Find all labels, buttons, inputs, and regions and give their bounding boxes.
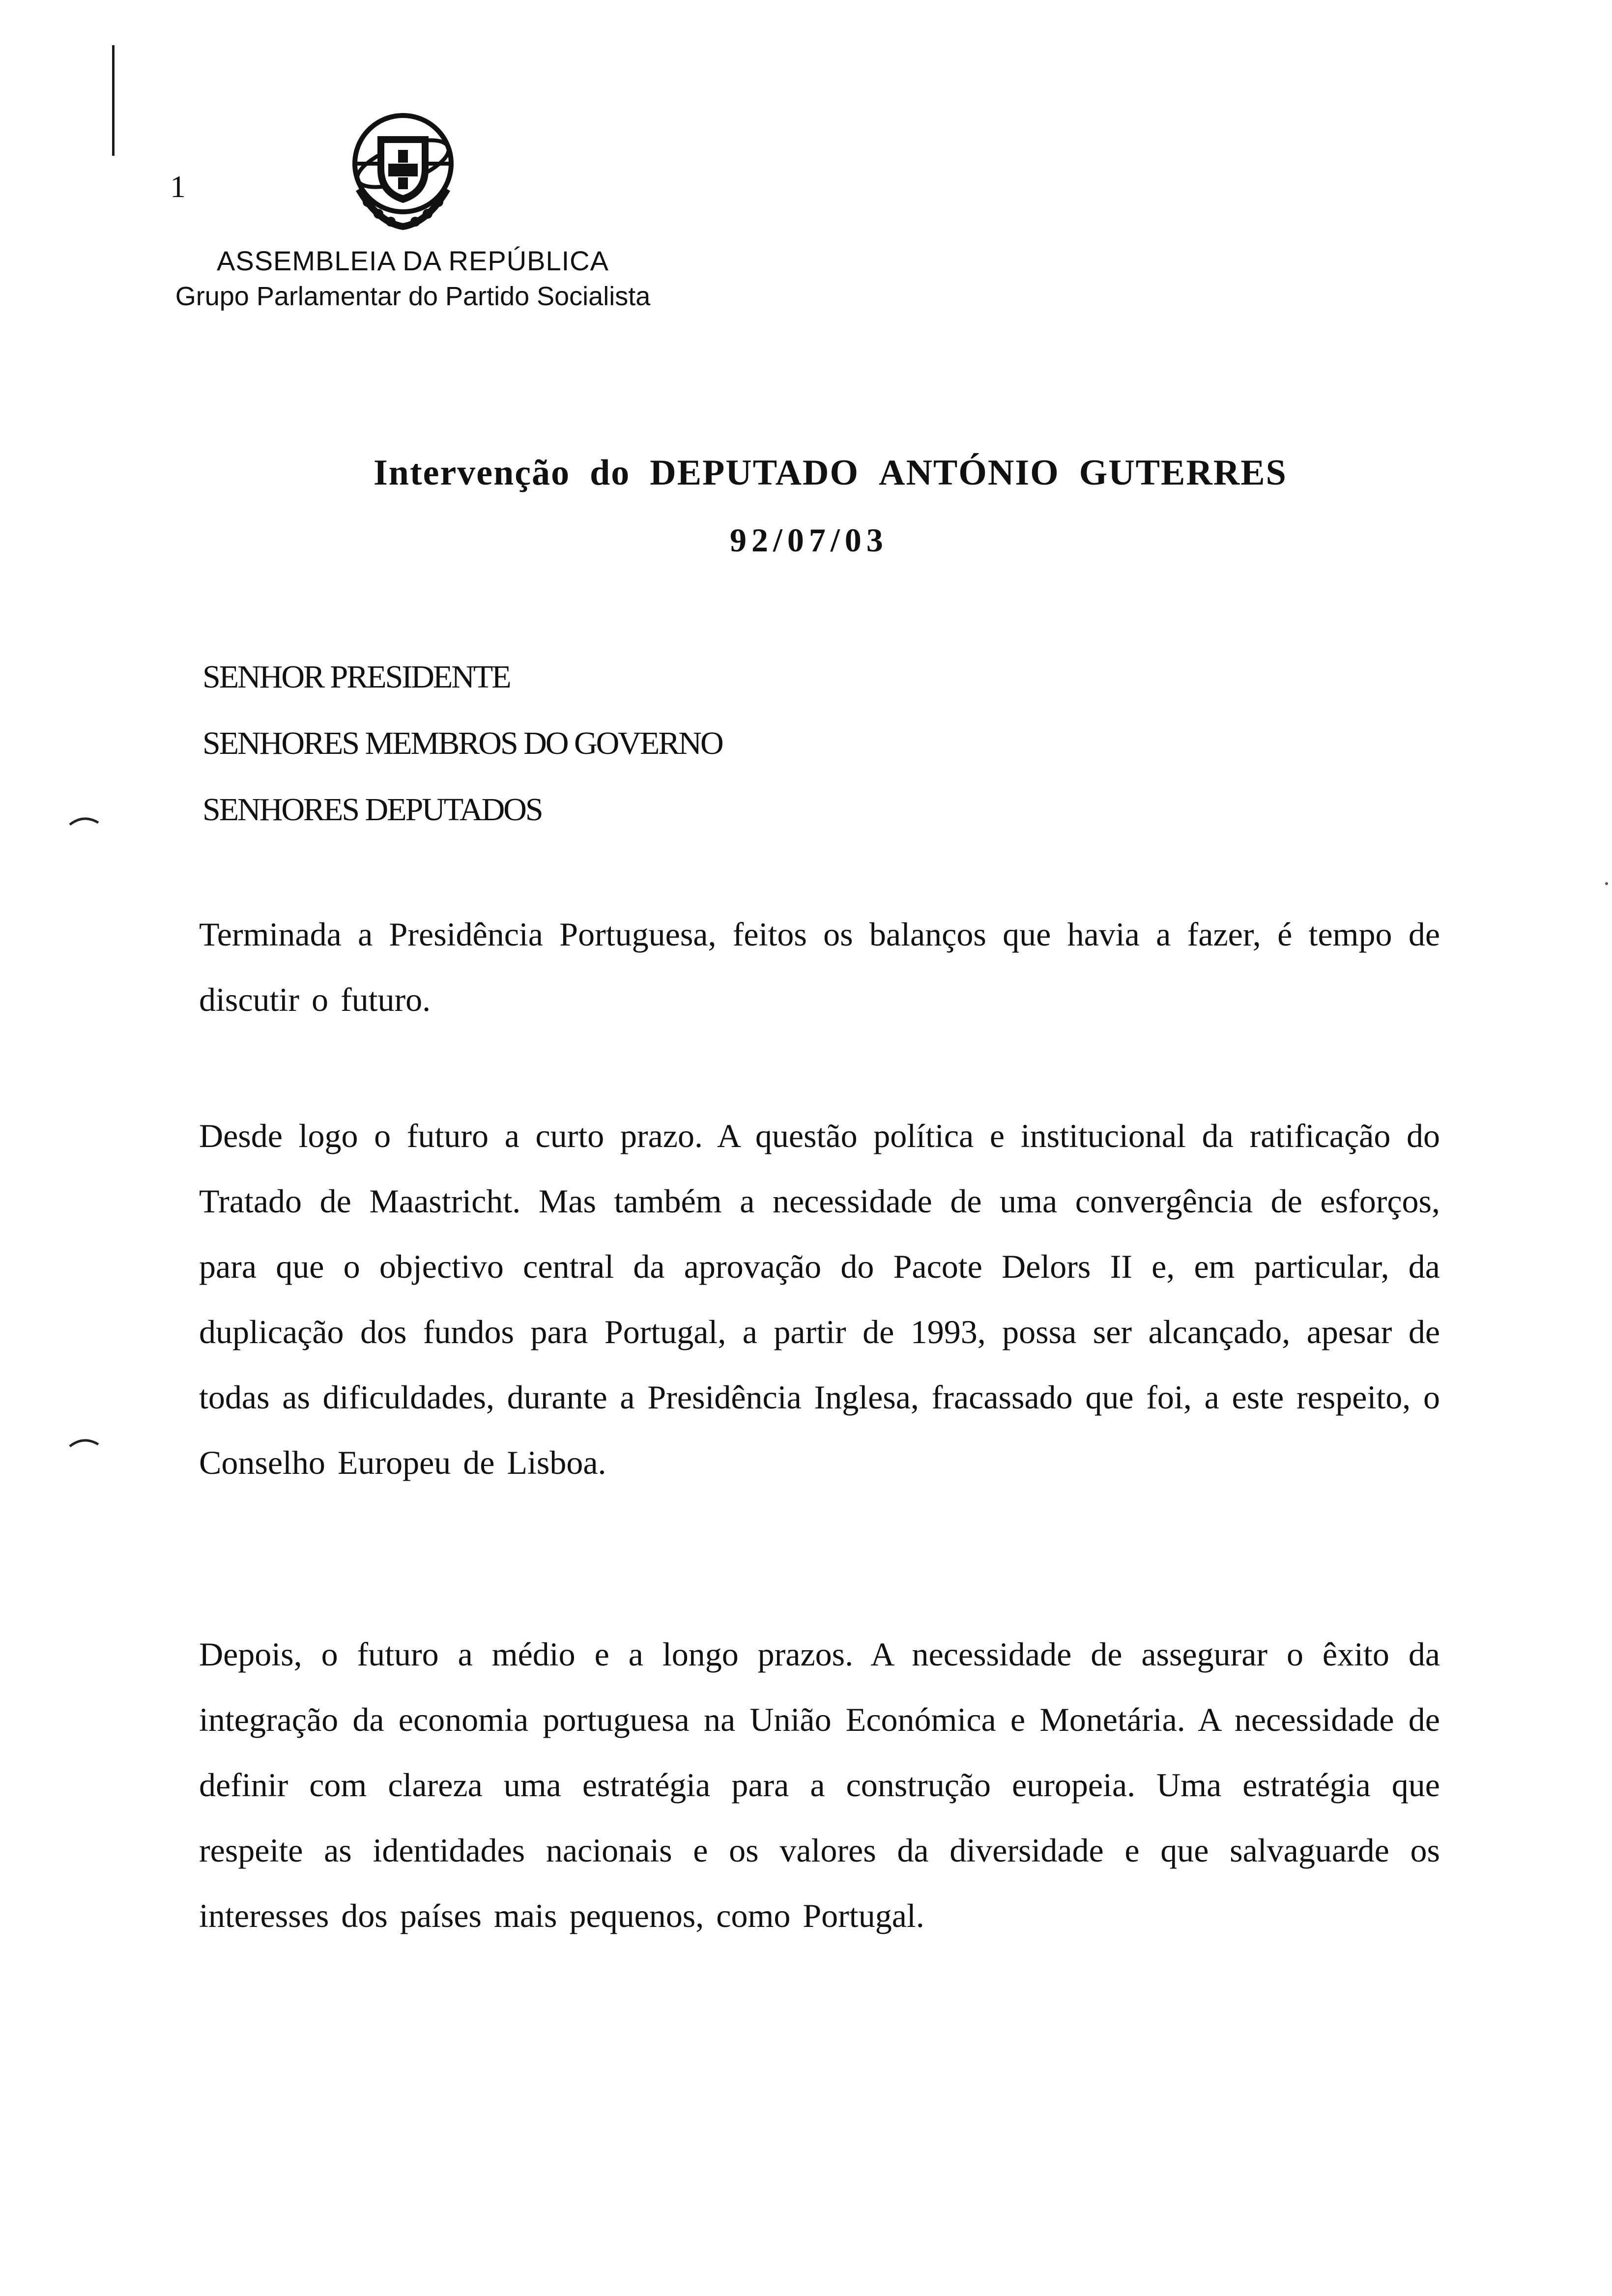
salutation-line: SENHORES DEPUTADOS bbox=[202, 792, 542, 828]
salutation-line: SENHOR PRESIDENTE bbox=[202, 659, 510, 695]
margin-scan-mark bbox=[69, 816, 99, 826]
title-word: GUTERRES bbox=[1079, 453, 1287, 493]
page-number: 1 bbox=[170, 169, 186, 204]
document-date: 92/07/03 bbox=[730, 521, 888, 559]
body-paragraph: Depois, o futuro a médio e a longo prazos. A necessidade de assegurar o êxito da integração da economia portuguesa na União Económica e Monetária. A necessidade de definir com clareza uma estratégia para a construção europeia. Uma estratégia que respeite as identidades nacionais e os valores da diversidade e que salvaguarde os interesses dos países mais pequenos, como Portugal. bbox=[199, 1636, 1440, 1934]
organization-name: ASSEMBLEIA DA REPÚBLICA bbox=[217, 245, 609, 276]
margin-scan-mark bbox=[69, 1437, 99, 1447]
body-paragraph: Terminada a Presidência Portuguesa, feitos os balanços que havia a fazer, é tempo de discutir o futuro. bbox=[199, 916, 1440, 1018]
title-word: Intervenção bbox=[374, 453, 571, 493]
title-word: do bbox=[590, 453, 631, 493]
scan-speck bbox=[1605, 882, 1608, 885]
salutations bbox=[202, 644, 722, 843]
margin-scan-mark bbox=[112, 45, 115, 156]
body-paragraph: Desde logo o futuro a curto prazo. A questão política e institucional da ratificação do Tratado de Maastricht. Mas também a necessidade de uma convergência de esforços, para que o objectivo central da aprovação do Pacote Delors II e, em particular, da duplicação dos fundos para Portugal, a partir de 1993, possa ser alcançado, apesar de todas as dificuldades, durante a Presidência Inglesa, fracassado que foi, a este respeito, o Conselho Europeu de Lisboa. bbox=[199, 1117, 1440, 1481]
letterhead bbox=[118, 243, 708, 314]
document-title bbox=[374, 452, 1287, 494]
parliamentary-group: Grupo Parlamentar do Partido Socialista bbox=[175, 282, 651, 311]
title-word: ANTÓNIO bbox=[879, 453, 1060, 493]
portuguese-coat-of-arms-icon bbox=[339, 106, 467, 233]
title-word: DEPUTADO bbox=[650, 453, 860, 493]
salutation-line: SENHORES MEMBROS DO GOVERNO bbox=[202, 725, 722, 761]
